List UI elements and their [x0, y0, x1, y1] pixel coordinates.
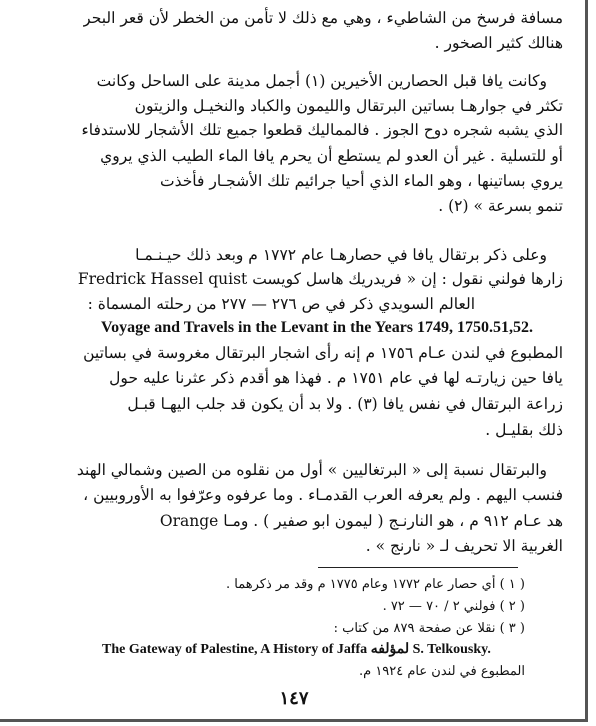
- footnote: ( ٢ ) فولني ٢ / ٧٠ — ٧٢ .: [382, 599, 525, 614]
- footnote: ( ٣ ) نقلا عن صفحة ٨٧٩ من كتاب :: [333, 621, 525, 636]
- text-line: ذلك بقليـل .: [485, 421, 563, 439]
- footnote-citation: The Gateway of Palestine, A History of Jaffa لمؤلفه S. Telkousky.: [102, 642, 491, 657]
- text-line: يافا حين زيارتـه لها في عام ١٧٥١ م . فهذا هو أقدم ذكر عثرنا عليه حول: [109, 369, 563, 387]
- text-line: وكانت يافا قبل الحصارين الأخيرين (١) أجمل مدينة على الساحل وكانت: [96, 72, 547, 90]
- text-line: الغربية الا تحريف لـ « نارنج » .: [365, 537, 563, 555]
- text-line: والبرتقال نسبة إلى « البرتغاليين » أول من نقلوه من الصين وشمالي الهند: [76, 461, 547, 479]
- text-line: المطبوع في لندن عـام ١٧٥٦ م إنه رأى اشجار البرتقال مغروسة في بساتين: [83, 344, 563, 362]
- text-line: تكثر في جوارهـا بساتين البرتقال والليمون والكباد والنخيـل والزيتون: [134, 97, 563, 115]
- footnote-divider: [318, 567, 518, 568]
- text-line: تنمو بسرعة » (٢) .: [438, 197, 563, 215]
- text-line: هنالك كثير الصخور .: [434, 34, 563, 52]
- page-number: ١٤٧: [279, 688, 309, 709]
- text-line: مسافة فرسخ من الشاطيء ، وهي مع ذلك لا تأمن من الخطر لأن قعر البحر: [83, 9, 563, 27]
- text-line: زارها فولني نقول : إن « فريدريك هاسل كويست Fredrick Hassel quist: [77, 270, 563, 288]
- text-line: فنسب اليهم . ولم يعرفه العرب القدمـاء . وما عرفوه وعرّفوا به الأوروبيين ،: [83, 486, 563, 504]
- text-line: زراعة البرتقال في نفس يافا (٣) . ولا بد أن يكون قد جلب اليهـا قبـل: [127, 395, 563, 413]
- footnote: المطبوع في لندن عام ١٩٢٤ م.: [358, 664, 525, 679]
- text-line: أو للتسلية . غير أن العدو لم يستطع أن يحرم يافا الماء الطيب الذي يروي: [100, 147, 563, 165]
- text-line: العالم السويدي ذكر في ص ٢٧٦ — ٢٧٧ من رحلته المسماة :: [87, 295, 475, 313]
- text-line: هد عـام ٩١٢ م ، هو النارنـج ( ليمون ابو صفير ) . ومـا Orange: [159, 512, 563, 530]
- text-line: الذي يشبه شجره دوح الجوز . فالمماليك قطعوا جميع تلك الأشجار للاستدفاء: [81, 121, 563, 139]
- text-line-latin: Voyage and Travels in the Levant in the Years 1749, 1750.51,52.: [101, 319, 534, 336]
- footnote: ( ١ ) أي حصار عام ١٧٧٢ وعام ١٧٧٥ م وقد مر ذكرهما .: [225, 577, 525, 592]
- text-line: وعلى ذكر برتقال يافا في حصارهـا عام ١٧٧٢ م وبعد ذلك حيـنـمـا: [135, 246, 547, 264]
- text-line: يروي بساتينها ، وهو الماء الذي أحيا جرائيم تلك الأشجـار فأخذت: [160, 172, 563, 190]
